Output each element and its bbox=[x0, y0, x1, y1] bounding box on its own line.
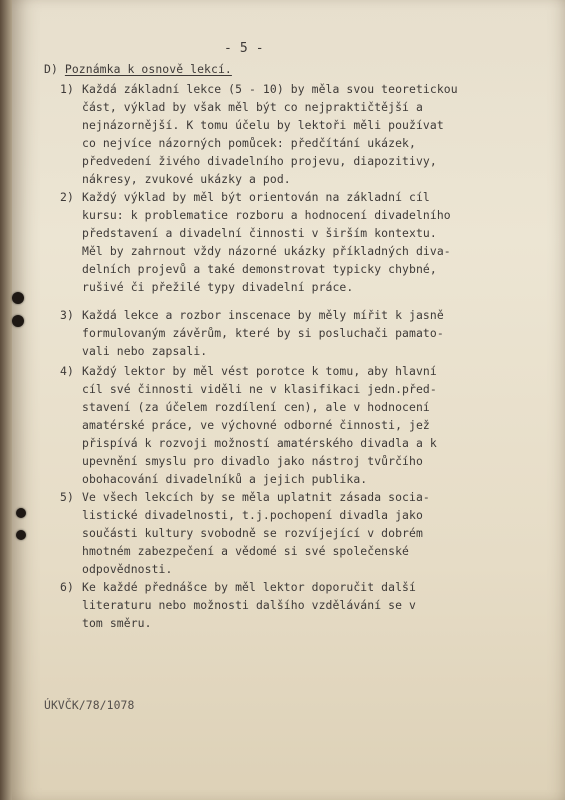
document-reference-code: ÚKVČK/78/1078 bbox=[44, 698, 135, 712]
item-line: co nejvíce názorných pomůcek: předčítání ukázek, bbox=[82, 136, 416, 150]
section-title: Poznámka k osnově lekcí. bbox=[64, 62, 232, 76]
item-number: 1) bbox=[60, 82, 74, 96]
item-line: nejnázornější. K tomu účelu by lektoři měli používat bbox=[82, 118, 444, 132]
item-line: nákresy, zvukové ukázky a pod. bbox=[82, 172, 291, 186]
item-line: rušivé či přežilé typy divadelní práce. bbox=[82, 280, 354, 294]
item-line: představení a divadelní činnosti v širším kontextu. bbox=[82, 226, 437, 240]
binder-hole bbox=[16, 530, 26, 540]
item-line: listické divadelnosti, t.j.pochopení divadla jako bbox=[82, 508, 423, 522]
item-line: tom směru. bbox=[82, 616, 152, 630]
item-line: literaturu nebo možnosti dalšího vzdělávání se v bbox=[82, 598, 416, 612]
item-number: 6) bbox=[60, 580, 74, 594]
item-text bbox=[82, 578, 416, 632]
item-text bbox=[82, 188, 451, 296]
item-line: hmotném zabezpečení a vědomé si své společenské bbox=[82, 544, 410, 558]
item-line: Každá lekce a rozbor inscenace by měly mířit k jasně bbox=[82, 308, 444, 322]
item-number: 4) bbox=[60, 364, 74, 378]
item-line: přispívá k rozvoji možností amatérského divadla a k bbox=[82, 436, 437, 450]
item-line: Každý výklad by měl být orientován na základní cíl bbox=[82, 190, 430, 204]
item-line: cíl své činnosti viděli ne v klasifikaci jedn.před- bbox=[82, 382, 437, 396]
item-line: obohacování divadelníků a jejich publika. bbox=[82, 472, 368, 486]
item-line: kursu: k problematice rozboru a hodnocení divadelního bbox=[82, 208, 451, 222]
section-heading bbox=[44, 60, 232, 78]
item-line: součásti kultury svobodně se rozvíjející v dobrém bbox=[82, 526, 423, 540]
item-line: část, výklad by však měl být co nejpraktičtější a bbox=[82, 100, 423, 114]
item-line: vali nebo zapsali. bbox=[82, 344, 208, 358]
item-text bbox=[82, 362, 437, 488]
item-number: 2) bbox=[60, 190, 74, 204]
binder-hole bbox=[12, 315, 24, 327]
item-number: 5) bbox=[60, 490, 74, 504]
item-line: amatérské práce, ve výchovné odborné činnosti, jež bbox=[82, 418, 430, 432]
item-line: Ve všech lekcích by se měla uplatnit zásada socia- bbox=[82, 490, 430, 504]
item-text bbox=[82, 80, 458, 188]
item-line: formulovaným závěrům, které by si posluchači pamato- bbox=[82, 326, 444, 340]
item-line: Každá základní lekce (5 - 10) by měla svou teoretickou bbox=[82, 82, 458, 96]
section-letter: D) bbox=[44, 62, 58, 76]
binder-hole bbox=[16, 508, 26, 518]
item-line: odpovědnosti. bbox=[82, 562, 173, 576]
item-line: Měl by zahrnout vždy názorné ukázky příkladných diva- bbox=[82, 244, 451, 258]
item-line: Každý lektor by měl vést porotce k tomu, aby hlavní bbox=[82, 364, 437, 378]
item-line: delních projevů a také demonstrovat typicky chybné, bbox=[82, 262, 437, 276]
page-number: - 5 - bbox=[224, 41, 264, 56]
item-line: Ke každé přednášce by měl lektor doporučit další bbox=[82, 580, 416, 594]
item-line: upevnění smyslu pro divadlo jako nástroj tvůrčího bbox=[82, 454, 423, 468]
item-text bbox=[82, 488, 430, 578]
item-line: stavení (za účelem rozdílení cen), ale v hodnocení bbox=[82, 400, 430, 414]
item-text bbox=[82, 306, 444, 360]
binder-hole bbox=[12, 292, 24, 304]
item-number: 3) bbox=[60, 308, 74, 322]
item-line: předvedení živého divadelního projevu, diapozitivy, bbox=[82, 154, 437, 168]
